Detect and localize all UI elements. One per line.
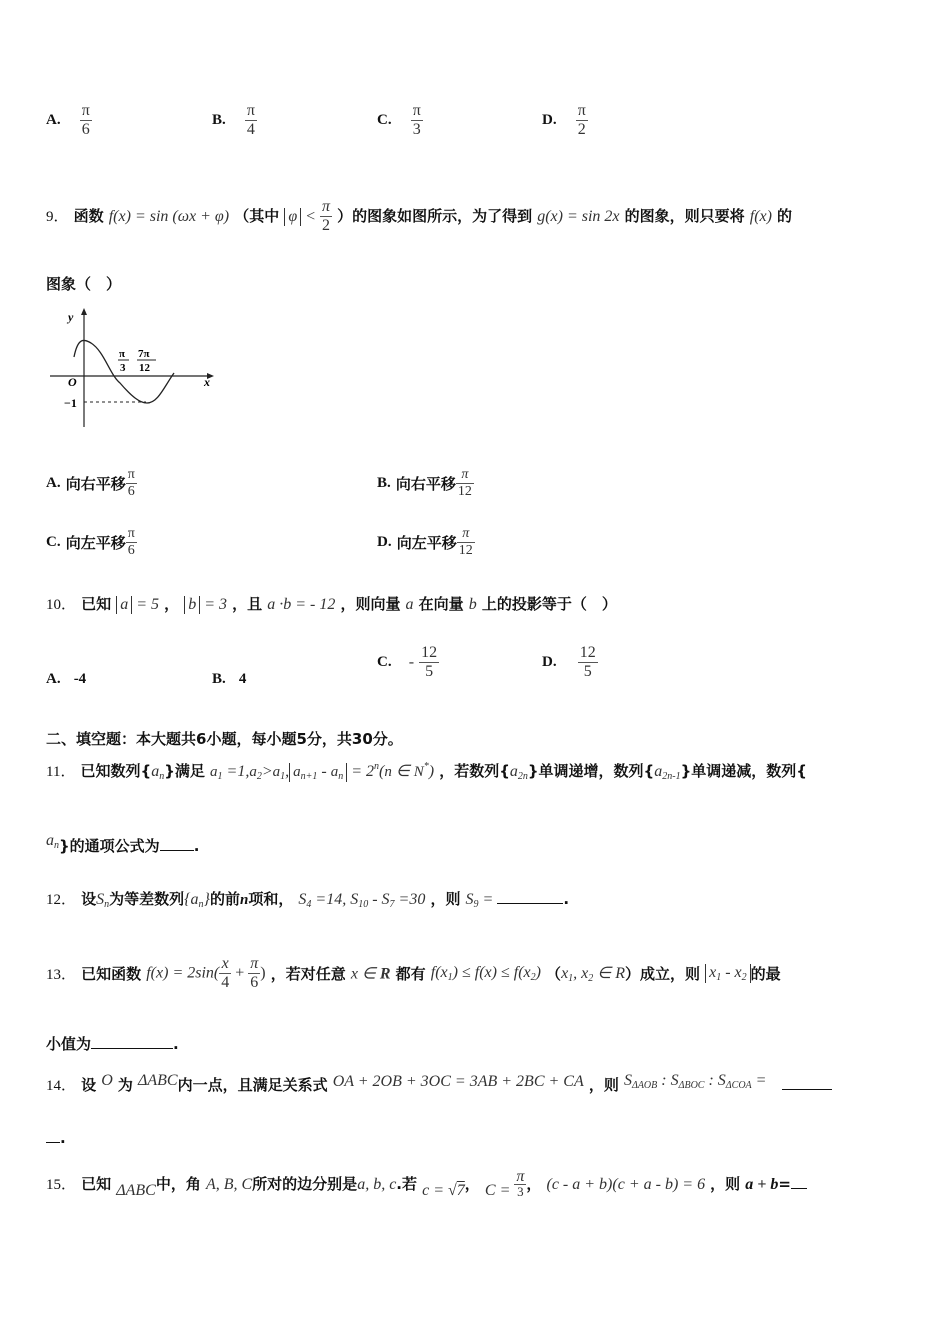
stem-text: .: [173, 1035, 179, 1053]
stem-text: （其中: [234, 207, 280, 225]
stem-text: }的通项公式为: [59, 837, 160, 855]
formula-fx: f(x) = 2sin(: [146, 964, 220, 982]
q8-option-b[interactable]: [212, 102, 257, 139]
stem-text: 的最: [750, 965, 781, 983]
q9-stem-line2: 图象（ ）: [46, 275, 122, 293]
stem-text: 小值为: [46, 1035, 92, 1053]
formula-product: (c - a + b)(c + a - b) = 6: [546, 1176, 706, 1193]
formula-g: g(x) = sin 2x: [537, 208, 620, 225]
formula-fx: f(x): [749, 208, 772, 225]
q11-stem: [46, 760, 807, 782]
stem-text: 内一点，且满足关系式: [177, 1076, 328, 1094]
question-number: 14．: [46, 1078, 77, 1094]
q9-option-c[interactable]: [46, 526, 137, 559]
seq-a2n-1: $a_{2n-1}$: [654, 763, 681, 782]
stem-text: ，若对任意: [270, 965, 346, 983]
option-fraction: $\frac{\pi}{4}$: [246, 102, 255, 138]
q10-option-a[interactable]: [46, 668, 86, 688]
y-label: y: [68, 310, 74, 324]
triangle-abc: ΔABC: [137, 1072, 178, 1089]
sine-graph: [44, 305, 220, 431]
stem-text: .: [563, 890, 570, 908]
stem-text: }单调递减，数列{: [680, 762, 807, 780]
stem-text: ）的图象如图所示，为了得到: [337, 207, 533, 225]
angles-abc: A, B, C: [205, 1176, 253, 1193]
stem-text: 上的投影等于（ ）: [481, 595, 617, 613]
q8-option-c[interactable]: [377, 102, 423, 139]
option-label: B.: [212, 112, 226, 128]
question-number: 15．: [46, 1177, 77, 1193]
stem-text: 的图象，则只要将: [624, 207, 745, 225]
stem-text: 已知函数: [81, 965, 142, 983]
vector-a: a: [405, 596, 414, 613]
option-label: C.: [377, 654, 392, 670]
option-fraction: $\frac{\pi}{6}$: [127, 467, 135, 499]
q12-stem: [46, 888, 569, 910]
q13-stem: 13． 已知函数 f(x) = 2sin( $\frac{x}{4}$ + $\frac{\pi}{6}$ ) ，若对任意 x ∈ R 都有 $f(x_1) \le f(x) \le f(x_2)$ （$x_1$, $x_2$ ∈ R）成立，则 $x_1 - x_2$ 的最: [46, 955, 781, 991]
option-text: -4: [73, 671, 87, 687]
origin-label: O: [68, 375, 77, 389]
stem-text: .: [60, 1129, 66, 1147]
stem-text: 的: [777, 207, 793, 225]
stem-text: 已知: [81, 595, 112, 613]
q9-option-b[interactable]: [377, 467, 474, 500]
answer-blank[interactable]: [91, 1048, 173, 1049]
q9-option-a[interactable]: [46, 467, 137, 500]
stem-text: .: [193, 837, 200, 855]
formula-s9: $S_9$ =: [465, 891, 498, 910]
formula-a-plus-b: a + b: [745, 1176, 779, 1193]
tick-7pi-12-num: 7π: [138, 348, 150, 360]
option-fraction: $\frac{\pi}{3}$: [412, 102, 421, 138]
stem-text: ，: [464, 1175, 480, 1193]
q10-stem: [46, 593, 617, 614]
section-heading: 二、填空题：本大题共6小题，每小题5分，共30分。: [46, 730, 403, 748]
formula-phi-range: φ <: [284, 208, 320, 225]
option-fraction: $\frac{\pi}{6}$: [81, 102, 90, 138]
q8-option-a[interactable]: [46, 102, 92, 139]
vector-b: b: [468, 596, 477, 613]
stem-text: ，则: [588, 1076, 619, 1094]
stem-text: ，若数列{: [439, 762, 510, 780]
stem-text: ，且: [232, 595, 263, 613]
option-fraction: $\frac{\pi}{6}$: [127, 526, 135, 558]
stem-text: 项和，: [248, 890, 294, 908]
tick-7pi-12-den: 12: [139, 362, 150, 374]
q9-option-d[interactable]: [377, 526, 475, 559]
question-number: 13．: [46, 967, 77, 983]
answer-blank-cont[interactable]: [46, 1142, 60, 1143]
x-over-4: $\frac{x}{4}$: [221, 955, 230, 991]
formula-f: f(x) = sin (ωx + φ): [108, 208, 230, 225]
option-label: B.: [212, 671, 226, 687]
option-label: B.: [377, 475, 391, 491]
option-label: D.: [542, 112, 557, 128]
option-text: 向左平移: [65, 534, 126, 552]
stem-text: }满足: [164, 762, 205, 780]
option-text: 向右平移: [395, 475, 456, 493]
stem-text: 已知: [81, 1175, 112, 1193]
q8-option-d[interactable]: [542, 102, 588, 139]
stem-text: ）成立，则: [625, 965, 701, 983]
stem-text: 为等差数列: [109, 890, 185, 908]
minus-one-label: −1: [64, 396, 77, 410]
q11-stem-line2: [46, 832, 199, 856]
x1-x2-in-r: $x_1$, $x_2$ ∈ R: [561, 965, 625, 984]
q10-option-b[interactable]: [212, 668, 246, 688]
q14-stem-line2: [46, 1128, 66, 1147]
stem-text: 都有: [395, 965, 426, 983]
sides-abc: a, b, c: [357, 1176, 397, 1193]
stem-text: 函数: [73, 207, 104, 225]
stem-text: ，则: [430, 890, 461, 908]
formula-norm-a: a = 5: [116, 596, 159, 613]
question-number: 10．: [46, 597, 77, 613]
formula-area-ratio: $S_{\Delta AOB}$ : $S_{\Delta BOC}$ : $S_{\Delta COA}$ =: [623, 1072, 771, 1091]
q10-option-d[interactable]: [542, 644, 598, 681]
seq-an-set: $\{a_n\}$: [184, 891, 210, 910]
option-fraction: $\frac{12}{5}$: [579, 644, 596, 680]
option-fraction: $\frac{12}{5}$: [421, 644, 438, 680]
formula-recurrence: $a_1 =1,a_2>a_1$, $a_{n+1} - a_n = 2^n(n$ ∈ N*): [210, 761, 435, 782]
option-label: A.: [46, 112, 61, 128]
formula-c-sqrt7: c = √7: [422, 1182, 465, 1199]
option-text: 向右平移: [65, 475, 126, 493]
tick-pi-3-num: π: [119, 348, 126, 360]
seq-a2n: $a_{2n}$: [509, 763, 528, 782]
question-number: 12．: [46, 892, 77, 908]
pi-over-3: $\frac{\pi}{3}$: [516, 1168, 525, 1199]
stem-text: 已知数列{: [80, 762, 152, 780]
comma: ，: [164, 595, 180, 613]
stem-text: 为: [117, 1076, 133, 1094]
option-text: 4: [238, 671, 247, 687]
answer-blank[interactable]: [160, 850, 194, 851]
stem-text: ，则向量: [340, 595, 401, 613]
option-label: C.: [46, 534, 61, 550]
option-label: D.: [377, 534, 392, 550]
seq-an: $a_n$: [151, 763, 165, 782]
tick-pi-3-den: 3: [120, 362, 126, 374]
q10-option-c[interactable]: [377, 644, 439, 681]
triangle-abc: ΔABC: [116, 1182, 156, 1199]
y-axis-arrow: [81, 308, 87, 315]
formula-vectors: OA + 2OB + 3OC = 3AB + 2BC + CA: [332, 1073, 584, 1090]
x-in-r: x ∈ R: [350, 965, 391, 983]
q9-stem: [46, 198, 792, 235]
option-label: A.: [46, 671, 61, 687]
option-fraction: $\frac{\pi}{12}$: [458, 526, 473, 558]
answer-blank[interactable]: [782, 1089, 832, 1090]
pi-over-2: $\frac{\pi}{2}$: [321, 198, 330, 234]
formula-dot: a ·b = - 12: [267, 596, 336, 613]
point-o: O: [101, 1072, 113, 1089]
minus-sign: -: [408, 653, 415, 671]
stem-text: 的前: [209, 890, 240, 908]
stem-text: .若: [396, 1175, 417, 1193]
option-label: A.: [46, 475, 61, 491]
formula-sums: $S_4 =14$, $S_{10} - S_7 =30$: [298, 891, 426, 910]
stem-text: 所对的边分别是: [252, 1175, 358, 1193]
option-label: C.: [377, 112, 392, 128]
stem-text: （: [546, 965, 562, 983]
answer-blank[interactable]: [791, 1188, 807, 1189]
option-text: 向左平移: [396, 534, 457, 552]
abs-x1-x2: $x_1 - x_2$: [705, 964, 751, 981]
option-fraction: $\frac{\pi}{2}$: [577, 102, 586, 138]
q13-stem-line2: [46, 1033, 179, 1054]
q14-stem: [46, 1072, 832, 1095]
stem-text: ，则: [710, 1175, 741, 1193]
answer-blank[interactable]: [497, 903, 563, 904]
stem-text: 设: [81, 1076, 97, 1094]
question-number: 11．: [46, 764, 76, 780]
option-fraction: $\frac{\pi}{12}$: [457, 467, 472, 499]
formula-norm-b: b = 3: [184, 596, 227, 613]
stem-text: 中，角: [155, 1175, 201, 1193]
stem-text: =: [778, 1175, 791, 1193]
stem-text: 在向量: [418, 595, 464, 613]
option-label: D.: [542, 654, 557, 670]
formula-inequality: $f(x_1) \le f(x) \le f(x_2)$: [430, 964, 541, 983]
stem-text: n: [239, 892, 249, 908]
q15-stem: [46, 1170, 807, 1200]
stem-text: 设: [81, 890, 97, 908]
seq-an: $a_n$: [46, 832, 59, 851]
stem-text: }单调递增，数列{: [527, 762, 655, 780]
formula-angle-c: C =: [484, 1182, 515, 1199]
x-label: x: [204, 375, 210, 389]
stem-text: ，: [526, 1175, 542, 1193]
sum-sn: $S_n$: [96, 891, 110, 910]
pi-over-6: $\frac{\pi}{6}$: [250, 955, 259, 991]
question-number: 9．: [46, 209, 69, 225]
